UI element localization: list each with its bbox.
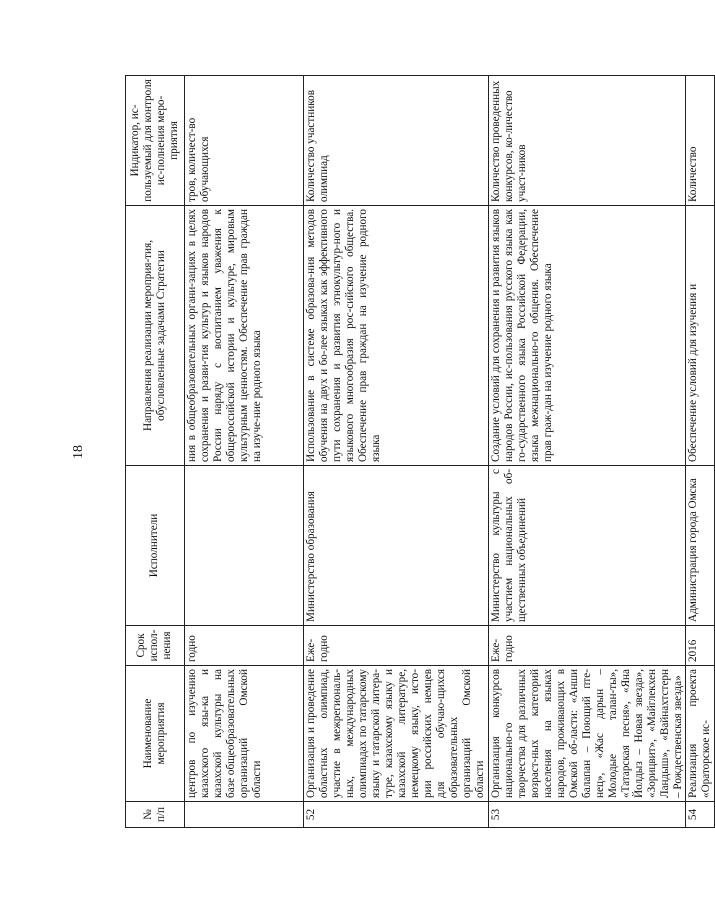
cell-num: 52 [303,802,488,828]
header-executors: Исполнители [126,466,185,626]
cell-indicator: Количество проведенных конкурсов, ко-личество участ-ников [488,76,686,206]
page-number: 18 [71,445,86,459]
cell-directions: Создание условий для сохранения и развития языков народов России, ис-пользования русского языка как го-сударственного языка Российской Федерации, языка межнационально-го общения. Обеспечение прав граж-дан на изучение родного языка [488,206,686,466]
header-num: № п/п [126,802,185,828]
cell-directions: Использование в системе образова-ния методов обучения на двух и бо-лее языках как эффективного пути сохранения и развития этнокультур-ного и языкового многообразия рос-сийского общества. Обеспечение прав граждан на изучение родного языка [303,206,488,466]
header-directions: Направления реализации мероприя-тия, обусловленные задачами Стратегии [126,206,185,466]
cell-num [184,802,303,828]
cell-term: 2016 [686,626,715,666]
cell-term: Еже-годно [303,626,488,666]
table-row [303,76,488,828]
cell-executors: Министерство образования [303,466,488,626]
table-row [686,76,715,828]
cell-name: центров по изучению казахского язы-ка и казахской культуры на базе общеобразовательных организаций Омской области [184,666,303,802]
cell-indicator: Количество [686,76,715,206]
cell-term: годно [184,626,303,666]
cell-name: Организация и проведение областных олимпиад, участие в межрегиональ-ных, международных олимпиадах по татарскому языку и татарской литера-туре, казахскому языку и казахской литературе, немецкому языку, исто-рии российских немцев для обучаю-щихся образовательных организаций Омской области [303,666,488,802]
cell-term: Еже-годно [488,626,686,666]
header-term: Срок испол-нения [126,626,185,666]
cell-num: 53 [488,802,686,828]
cell-executors: Министерство культуры с участием национальных об-щественных объединений [488,466,686,626]
table-header-row [126,76,185,828]
cell-num: 54 [686,802,715,828]
cell-indicator: Количество участников олимпиад [303,76,488,206]
cell-executors [184,466,303,626]
header-indicator: Индикатор, ис-пользуемый для контроля ис-полнения меро-приятия [126,76,185,206]
cell-directions: Обеспечение условий для изучения и [686,206,715,466]
measures-table [125,75,715,828]
cell-name: Организация конкурсов национально-го творчества для различных возраст-ных категорий населения на языках народов, проживающих в Омской об-ласти: «Анши балапан – Поющий пте-нец», «Жас дарын – Молодые талан-ты», «Татарская песня», «Яна Йолдыз – Новая звезда», «Зорицвит», «Майглекхен Ландыш», «Вайнахтстерн – Рождественская звезда» [488,666,686,802]
header-name: Наименование мероприятия [126,666,185,802]
cell-indicator: тров, количест-во обучающихся [184,76,303,206]
cell-directions: ния в общеобразовательных органи-зациях в целях сохранения и разви-тия культур и языков народов России наряду с воспитанием уважения к общероссийской истории и культуре, мировым культурным ценностям. Обеспечение прав граждан на изуче-ние родного языка [184,206,303,466]
table-row [184,76,303,828]
table-row [488,76,686,828]
cell-executors: Администрация города Омска [686,466,715,626]
cell-name: Реализация проекта «Ораторское ис- [686,666,715,802]
rotated-page [65,52,713,852]
